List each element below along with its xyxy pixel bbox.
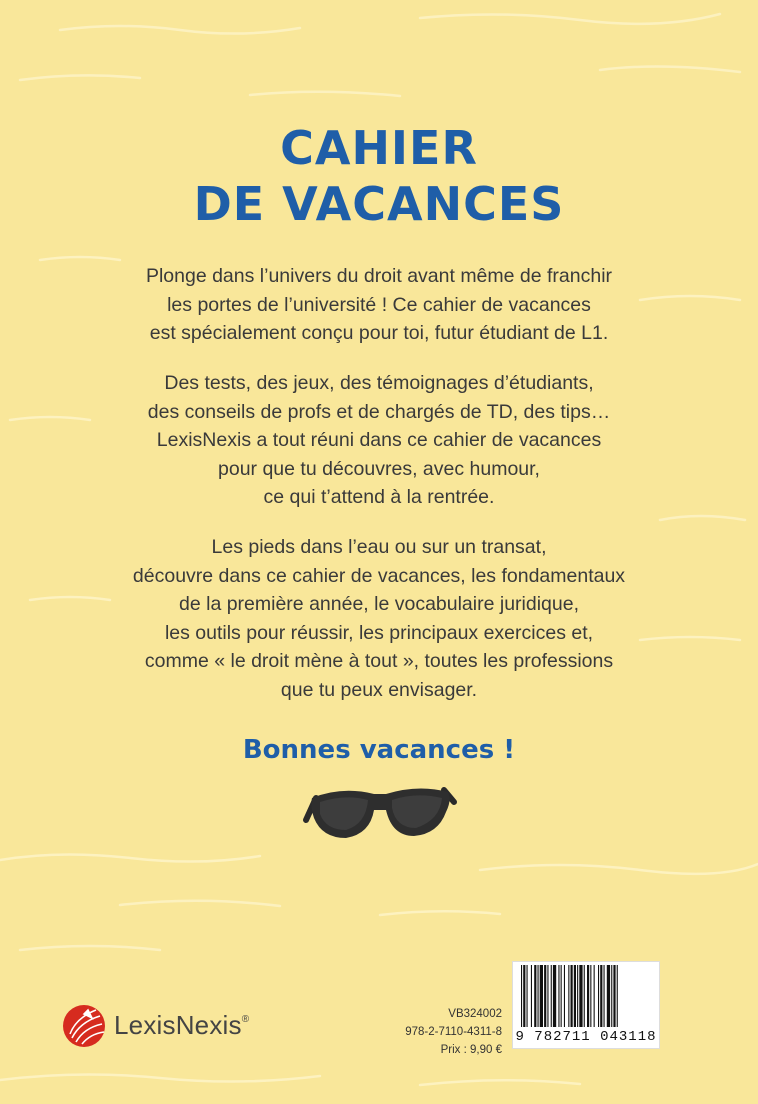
- lexisnexis-logo-icon: [62, 1000, 106, 1050]
- paragraph-summary: [0, 533, 758, 704]
- sunglasses-icon: [302, 780, 458, 842]
- text-line: de la première année, le vocabulaire juridique,: [179, 593, 579, 615]
- isbn: 978-2-7110-4311-8: [405, 1026, 502, 1038]
- text-line: Des tests, des jeux, des témoignages d’étudiants,: [164, 372, 594, 394]
- text-line: les outils pour réussir, les principaux exercices et,: [164, 621, 594, 644]
- price: Prix : 9,90 €: [440, 1044, 502, 1056]
- barcode-bars: [513, 965, 659, 1031]
- barcode-number: 9 782711 043118: [515, 1029, 657, 1045]
- text-line: des conseils de profs et de chargés de TD, des tips…: [147, 400, 611, 423]
- text-line: Plonge dans l’univers du droit avant même de franchir: [145, 265, 613, 287]
- publisher-logo: [62, 1000, 249, 1050]
- text-line: Les pieds dans l’eau ou sur un transat,: [211, 536, 547, 558]
- title-line-2: DE VACANCES: [193, 177, 565, 231]
- text-line: ce qui t’attend à la rentrée.: [263, 486, 495, 508]
- paragraph-content: [0, 369, 758, 512]
- paragraph-intro: [0, 262, 758, 348]
- publisher-name: LexisNexis®: [114, 1009, 250, 1040]
- text-line: LexisNexis a tout réuni dans ce cahier de vacances: [156, 429, 602, 451]
- product-codes: [405, 1005, 502, 1059]
- page-title: [0, 120, 758, 232]
- text-line: comme « le droit mène à tout », toutes les professions: [144, 650, 614, 672]
- closing-text: Bonnes vacances !: [242, 735, 516, 765]
- text-line: découvre dans ce cahier de vacances, les fondamentaux: [132, 564, 626, 587]
- title-line-1: CAHIER: [280, 121, 478, 175]
- barcode: [512, 961, 660, 1049]
- text-line: que tu peux envisager.: [280, 678, 478, 701]
- text-line: pour que tu découvres, avec humour,: [218, 457, 540, 480]
- text-line: les portes de l’université ! Ce cahier de vacances: [167, 293, 591, 316]
- text-line: est spécialement conçu pour toi, futur étudiant de L1.: [149, 322, 609, 344]
- reference-code: VB324002: [448, 1008, 502, 1020]
